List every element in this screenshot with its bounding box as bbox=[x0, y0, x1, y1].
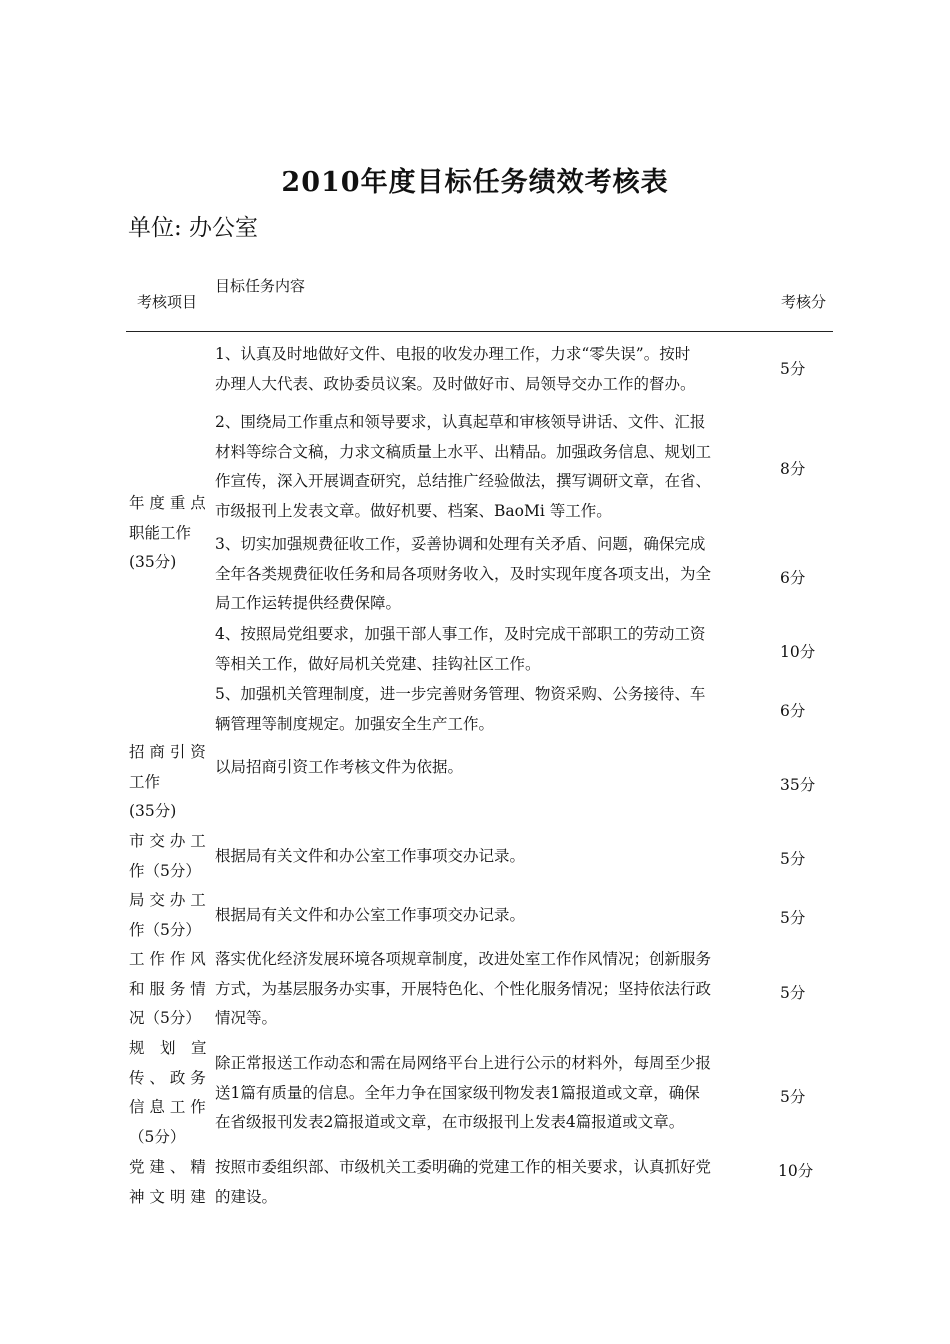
category-label: 招 商 引 资 工作 (35分) bbox=[129, 743, 206, 820]
task-score: 6分 bbox=[780, 702, 806, 720]
task-content: 1、认真及时地做好文件、电报的收发办理工作，力求“零失误”。按时 办理人大代表、政协委员议案。及时做好市、局领导交办工作的督办。 bbox=[215, 345, 696, 393]
task-content: 2、围绕局工作重点和领导要求，认真起草和审核领导讲话、文件、汇报 材料等综合文稿，力求文稿质量上水平、出精品。加强政务信息、规划工 作宣传，深入开展调查研究，总结推广经验做法，撰写调研文章，在省、 市级报刊上发表文章。做好机要、档案、BaoMi 等工作。 bbox=[215, 413, 712, 520]
task-content: 4、按照局党组要求，加强干部人事工作，及时完成干部职工的劳动工资 等相关工作，做好局机关党建、挂钩社区工作。 bbox=[215, 625, 706, 673]
task-content: 5、加强机关管理制度，进一步完善财务管理、物资采购、公务接待、车 辆管理等制度规定。加强安全生产工作。 bbox=[215, 685, 706, 733]
category-label: 工 作 作 风 和 服 务 情 况（5分） bbox=[129, 950, 206, 1027]
header-content: 目标任务内容 bbox=[215, 277, 306, 295]
task-content: 根据局有关文件和办公室工作事项交办记录。 bbox=[215, 906, 526, 924]
category-label: 年 度 重 点 职能工作 (35分) bbox=[129, 494, 206, 571]
task-content: 除正常报送工作动态和需在局网络平台上进行公示的材料外，每周至少报 送1篇有质量的信息。全年力争在国家级刊物发表1篇报道或文章，确保 在省级报刊发表2篇报道或文章，在市级报刊上发表4篇报道或文章。 bbox=[215, 1054, 712, 1131]
task-score: 35分 bbox=[780, 776, 816, 794]
category-label: 局 交 办 工 作（5分） bbox=[129, 891, 206, 939]
task-score: 5分 bbox=[780, 909, 806, 927]
task-score: 10分 bbox=[778, 1162, 814, 1180]
document-title: 2010年度目标任务绩效考核表 bbox=[281, 167, 669, 198]
task-score: 6分 bbox=[780, 569, 806, 587]
task-content: 落实优化经济发展环境各项规章制度，改进处室工作作风情况；创新服务 方式，为基层服务办实事，开展特色化、个性化服务情况；坚持依法行政 情况等。 bbox=[215, 950, 712, 1027]
category-label: 党 建 、 精 神 文 明 建 bbox=[129, 1158, 206, 1206]
task-content: 按照市委组织部、市级机关工委明确的党建工作的相关要求，认真抓好党 的建设。 bbox=[215, 1158, 712, 1206]
task-score: 5分 bbox=[780, 1088, 806, 1106]
task-score: 5分 bbox=[780, 850, 806, 868]
task-score: 5分 bbox=[780, 360, 806, 378]
header-score: 考核分 bbox=[781, 293, 827, 311]
task-content: 根据局有关文件和办公室工作事项交办记录。 bbox=[215, 847, 526, 865]
category-label: 市 交 办 工 作（5分） bbox=[129, 832, 206, 880]
task-score: 5分 bbox=[780, 984, 806, 1002]
task-score: 10分 bbox=[780, 643, 816, 661]
header-item: 考核项目 bbox=[137, 293, 198, 311]
unit-label: 单位: 办公室 bbox=[128, 215, 259, 241]
task-content: 3、切实加强规费征收工作，妥善协调和处理有关矛盾、问题，确保完成 全年各类规费征收任务和局各项财务收入，及时实现年度各项支出，为全 局工作运转提供经费保障。 bbox=[215, 535, 712, 612]
task-content: 以局招商引资工作考核文件为依据。 bbox=[215, 758, 464, 776]
header-divider bbox=[126, 331, 833, 332]
category-label: 规 划 宣 传 、 政 务 信 息 工 作 （5分） bbox=[129, 1039, 207, 1146]
task-score: 8分 bbox=[780, 460, 806, 478]
